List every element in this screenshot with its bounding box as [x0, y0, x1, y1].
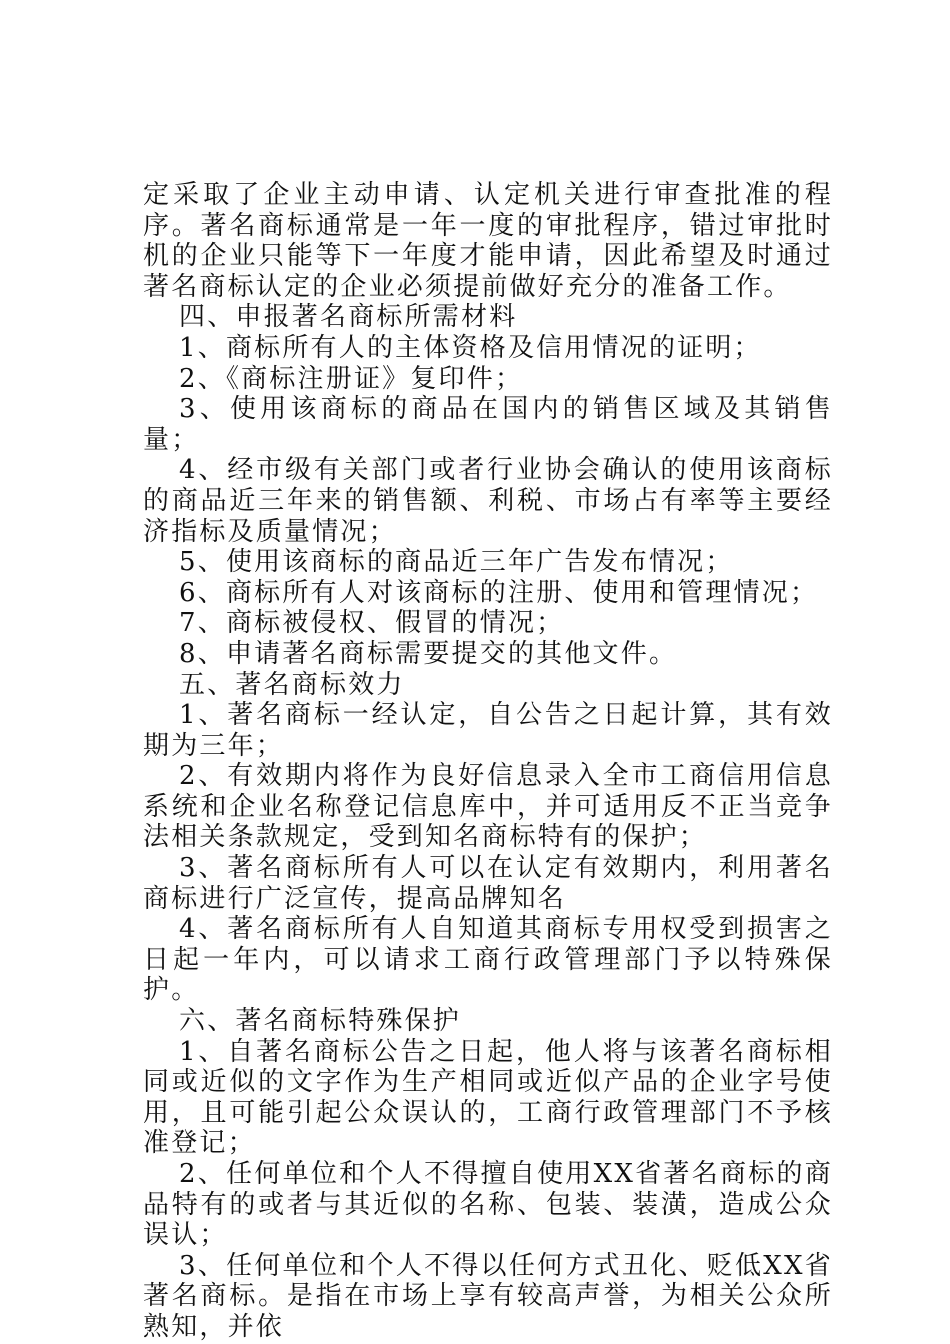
- list-item: 3、任何单位和个人不得以任何方式丑化、贬低XX省著名商标。是指在市场上享有较高声誉，为相关公众所熟知，并依: [143, 1250, 833, 1342]
- list-item: 1、著名商标一经认定，自公告之日起计算，其有效期为三年；: [143, 700, 833, 761]
- list-item: 2、有效期内将作为良好信息录入全市工商信用信息系统和企业名称登记信息库中，并可适用反不正当竞争法相关条款规定，受到知名商标特有的保护；: [143, 761, 833, 853]
- list-item: 6、商标所有人对该商标的注册、使用和管理情况；: [179, 577, 819, 608]
- list-item: 2、任何单位和个人不得擅自使用XX省著名商标的商品特有的或者与其近似的名称、包装、装潢，造成公众误认；: [143, 1159, 833, 1251]
- list-item: 4、经市级有关部门或者行业协会确认的使用该商标的商品近三年来的销售额、利税、市场占有率等主要经济指标及质量情况；: [143, 455, 833, 547]
- document-body: [143, 180, 833, 1343]
- list-item: 1、自著名商标公告之日起，他人将与该著名商标相同或近似的文字作为生产相同或近似产品的企业字号使用，且可能引起公众误认的，工商行政管理部门不予核准登记；: [143, 1036, 833, 1159]
- list-item: 4、著名商标所有人自知道其商标专用权受到损害之日起一年内，可以请求工商行政管理部门予以特殊保护。: [143, 914, 833, 1006]
- list-item: 5、使用该商标的商品近三年广告发布情况；: [179, 547, 734, 578]
- paragraph-continuation: 定采取了企业主动申请、认定机关进行审查批准的程序。著名商标通常是一年一度的审批程序，错过审批时机的企业只能等下一年度才能申请，因此希望及时通过著名商标认定的企业必须提前做好充分的准备工作。: [143, 180, 833, 302]
- list-item: 2、《商标注册证》复印件；: [179, 363, 524, 394]
- section-heading-protection: 六、著名商标特殊保护: [179, 1006, 462, 1037]
- list-item: 1、商标所有人的主体资格及信用情况的证明；: [179, 332, 762, 363]
- list-item: 3、使用该商标的商品在国内的销售区域及其销售量；: [143, 394, 833, 455]
- list-item: 3、著名商标所有人可以在认定有效期内，利用著名商标进行广泛宣传，提高品牌知名: [143, 853, 833, 914]
- list-item: 7、商标被侵权、假冒的情况；: [179, 608, 565, 639]
- section-heading-materials: 四、申报著名商标所需材料: [179, 302, 518, 333]
- section-heading-effect: 五、著名商标效力: [179, 669, 405, 700]
- list-item: 8、申请著名商标需要提交的其他文件。: [179, 638, 678, 669]
